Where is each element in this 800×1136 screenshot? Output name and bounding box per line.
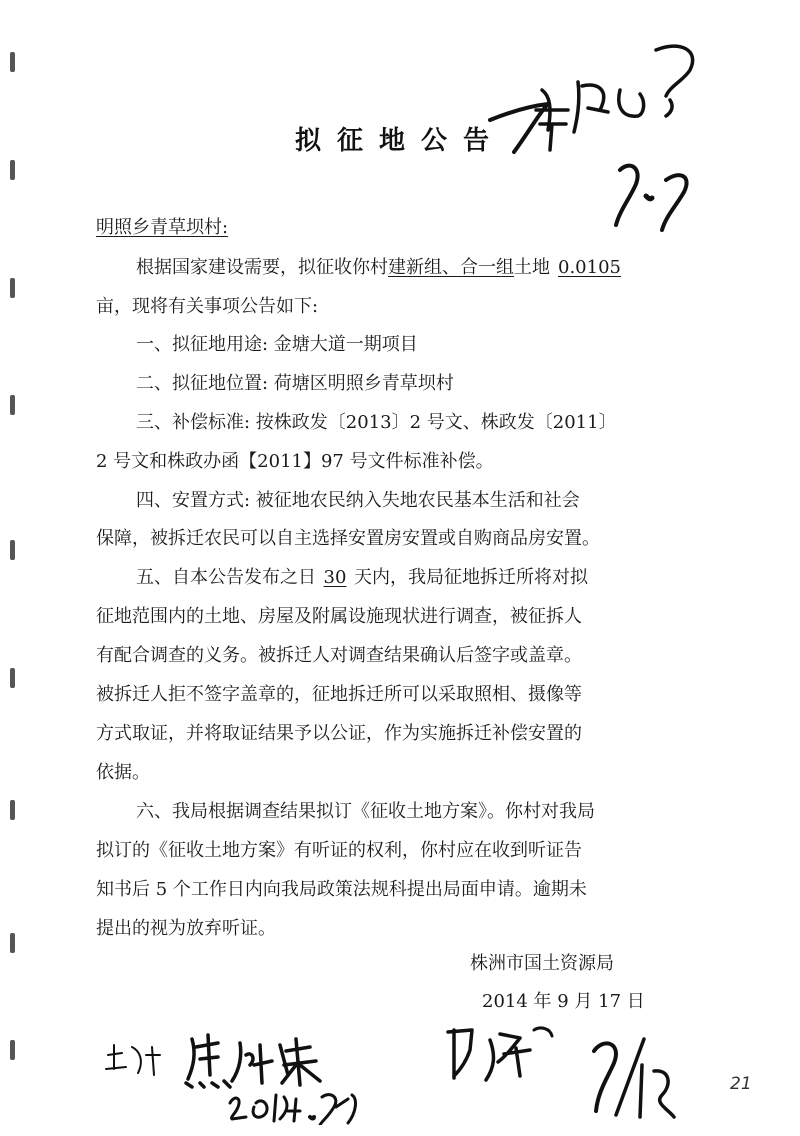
- binder-hole: [10, 668, 15, 688]
- item-resettlement-line-1: 四、安置方式: 被征地农民纳入失地农民基本生活和社会: [136, 490, 580, 511]
- binder-hole: [10, 933, 15, 953]
- handwritten-signature-bottom-date: [580, 1025, 700, 1125]
- item-survey-line-1: 五、自本公告发布之日 30 天内，我局征地拆迁所将对拟: [136, 567, 588, 588]
- item-survey-line-3: 有配合调查的义务。被拆迁人对调查结果确认后签字或盖章。: [96, 645, 582, 666]
- land-groups: 建新组、合一组: [388, 257, 514, 278]
- handwritten-signature-bottom-middle: [440, 1020, 580, 1090]
- binder-hole: [10, 160, 15, 180]
- item-hearing-line-4: 提出的视为放弃听证。: [96, 918, 276, 939]
- item-purpose: 一、拟征地用途: 金塘大道一期项目: [136, 334, 418, 355]
- item-hearing-line-1: 六、我局根据调查结果拟订《征收土地方案》。你村对我局: [136, 801, 595, 822]
- item-resettlement-line-2: 保障，被拆迁农民可以自主选择安置房安置或自购商品房安置。: [96, 528, 600, 549]
- binder-hole: [10, 1040, 15, 1060]
- item-hearing-line-2: 拟订的《征收土地方案》有听证的权利，你村应在收到听证告: [96, 840, 582, 861]
- item-survey-line-5: 方式取证，并将取证结果予以公证，作为实施拆迁补偿安置的: [96, 723, 582, 744]
- item-compensation-line-1: 三、补偿标准: 按株政发〔2013〕2 号文、株政发〔2011〕: [136, 412, 617, 433]
- addressee: 明照乡青草坝村:: [96, 217, 229, 238]
- page-number: 21: [730, 1074, 752, 1094]
- land-area: 0.0105: [558, 257, 621, 278]
- issue-date: 2014 年 9 月 17 日: [482, 991, 645, 1012]
- issuing-authority: 株洲市国土资源局: [470, 953, 614, 974]
- item-survey-line-6: 依据。: [96, 762, 150, 783]
- intro-line-1: 根据国家建设需要，拟征收你村建新组、合一组土地 0.0105: [136, 257, 621, 278]
- binder-hole: [10, 800, 15, 820]
- item-location: 二、拟征地位置: 荷塘区明照乡青草坝村: [136, 373, 454, 394]
- document-title: 拟征地公告: [294, 126, 505, 156]
- item-hearing-line-3: 知书后 5 个工作日内向我局政策法规科提出局面申请。逾期未: [96, 879, 587, 900]
- handwritten-signature-bottom-left: [100, 1025, 370, 1125]
- survey-days: 30: [323, 567, 347, 588]
- binder-hole: [10, 540, 15, 560]
- item-survey-line-4: 被拆迁人拒不签字盖章的，征地拆迁所可以采取照相、摄像等: [96, 684, 582, 705]
- intro-line-2: 亩，现将有关事项公告如下:: [96, 296, 319, 317]
- item-compensation-line-2: 2 号文和株政办函【2011】97 号文件标准补偿。: [96, 451, 494, 472]
- binder-hole: [10, 278, 15, 298]
- binder-hole: [10, 52, 15, 72]
- handwritten-signature-top: [470, 20, 710, 240]
- binder-hole: [10, 395, 15, 415]
- item-survey-line-2: 征地范围内的土地、房屋及附属设施现状进行调查，被征拆人: [96, 606, 582, 627]
